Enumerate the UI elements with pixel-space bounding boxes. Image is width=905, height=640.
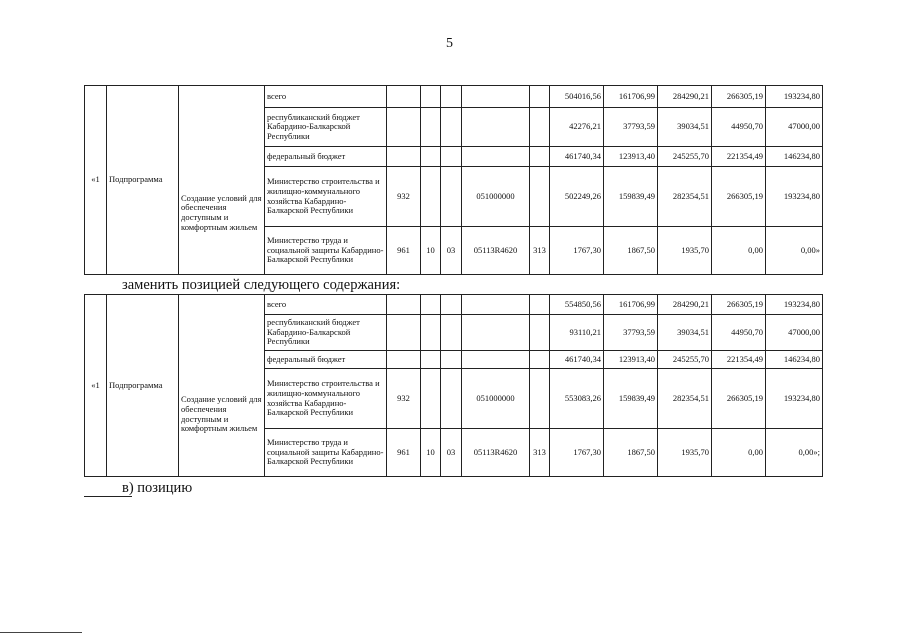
- cell-value: 1935,70: [658, 227, 712, 275]
- cell-grbs: 961: [387, 429, 421, 477]
- cell-value: 37793,59: [604, 315, 658, 351]
- cell-value: 266305,19: [712, 369, 766, 429]
- cell-value: 461740,34: [550, 351, 604, 369]
- row-name: всего: [265, 295, 387, 315]
- cell-value: 245255,70: [658, 147, 712, 167]
- cell-grbs: 932: [387, 369, 421, 429]
- cell-grbs: [387, 315, 421, 351]
- next-item-heading: в) позицию: [122, 480, 193, 496]
- cell-pr: [441, 108, 462, 147]
- cell-grbs: [387, 147, 421, 167]
- cell-value: 502249,26: [550, 167, 604, 227]
- row-name: федеральный бюджет: [265, 147, 387, 167]
- cell-value: 221354,49: [712, 351, 766, 369]
- cell-pr: [441, 315, 462, 351]
- cell-csr: 05113R4620: [462, 429, 530, 477]
- cell-value: 266305,19: [712, 167, 766, 227]
- cell-value: 1767,30: [550, 227, 604, 275]
- row-marker: «1: [85, 86, 107, 275]
- cell-rz: 10: [421, 429, 441, 477]
- cell-value: 504016,56: [550, 86, 604, 108]
- cell-value: 284290,21: [658, 295, 712, 315]
- cell-pr: [441, 86, 462, 108]
- cell-value: 461740,34: [550, 147, 604, 167]
- table-row: [85, 86, 823, 108]
- cell-pr: [441, 351, 462, 369]
- cell-pr: [441, 147, 462, 167]
- table-row: [85, 295, 823, 315]
- cell-pr: 03: [441, 429, 462, 477]
- cell-value: 193234,80: [766, 167, 823, 227]
- replacement-instruction: заменить позицией следующего содержания:: [122, 277, 401, 293]
- cell-csr: [462, 351, 530, 369]
- row-name: Министерство строительства и жилищно-коммунального хозяйства Кабардино-Балкарской Республики: [265, 167, 387, 227]
- cell-rz: [421, 147, 441, 167]
- cell-value: 266305,19: [712, 295, 766, 315]
- cell-grbs: 961: [387, 227, 421, 275]
- program-description: Создание условий для обеспечения доступным и комфортным жильем: [179, 295, 265, 477]
- cell-value: 123913,40: [604, 147, 658, 167]
- page-number: 5: [446, 36, 453, 51]
- cell-grbs: [387, 108, 421, 147]
- row-name: Министерство строительства и жилищно-коммунального хозяйства Кабардино-Балкарской Республики: [265, 369, 387, 429]
- cell-pr: [441, 369, 462, 429]
- cell-grbs: [387, 351, 421, 369]
- cell-value: 37793,59: [604, 108, 658, 147]
- cell-value: 284290,21: [658, 86, 712, 108]
- cell-rz: [421, 108, 441, 147]
- cell-value: 266305,19: [712, 86, 766, 108]
- row-name: республиканский бюджет Кабардино-Балкарской Республики: [265, 315, 387, 351]
- cell-value: 221354,49: [712, 147, 766, 167]
- cell-value: 0,00»;: [766, 429, 823, 477]
- cell-grbs: [387, 295, 421, 315]
- cell-rz: [421, 315, 441, 351]
- cell-vr: [530, 86, 550, 108]
- cell-value: 282354,51: [658, 369, 712, 429]
- footer-rule: [0, 632, 82, 633]
- cell-value: 282354,51: [658, 167, 712, 227]
- cell-value: 0,00»: [766, 227, 823, 275]
- cell-csr: 05113R4620: [462, 227, 530, 275]
- cell-vr: 313: [530, 429, 550, 477]
- row-marker: «1: [85, 295, 107, 477]
- cell-value: 1867,50: [604, 429, 658, 477]
- cell-rz: 10: [421, 227, 441, 275]
- cell-rz: [421, 86, 441, 108]
- cell-vr: [530, 167, 550, 227]
- cell-csr: [462, 86, 530, 108]
- cell-value: 554850,56: [550, 295, 604, 315]
- cell-vr: 313: [530, 227, 550, 275]
- cell-value: 159839,49: [604, 167, 658, 227]
- row-name: федеральный бюджет: [265, 351, 387, 369]
- cell-grbs: [387, 86, 421, 108]
- cell-rz: [421, 369, 441, 429]
- row-name: Министерство труда и социальной защиты Кабардино-Балкарской Республики: [265, 227, 387, 275]
- cell-rz: [421, 167, 441, 227]
- cell-value: 161706,99: [604, 295, 658, 315]
- row-name: Министерство труда и социальной защиты Кабардино-Балкарской Республики: [265, 429, 387, 477]
- program-type: Подпрограмма: [107, 86, 179, 275]
- cell-value: 39034,51: [658, 108, 712, 147]
- cell-csr: [462, 295, 530, 315]
- cell-csr: [462, 108, 530, 147]
- cell-value: 146234,80: [766, 147, 823, 167]
- cell-value: 47000,00: [766, 315, 823, 351]
- cell-csr: [462, 147, 530, 167]
- row-name: республиканский бюджет Кабардино-Балкарской Республики: [265, 108, 387, 147]
- cell-value: 1867,50: [604, 227, 658, 275]
- cell-vr: [530, 369, 550, 429]
- cell-pr: [441, 167, 462, 227]
- cell-csr: 051000000: [462, 167, 530, 227]
- cell-value: 146234,80: [766, 351, 823, 369]
- cell-vr: [530, 351, 550, 369]
- cell-rz: [421, 351, 441, 369]
- cell-grbs: 932: [387, 167, 421, 227]
- cell-value: 245255,70: [658, 351, 712, 369]
- cell-value: 123913,40: [604, 351, 658, 369]
- cell-vr: [530, 295, 550, 315]
- cell-value: 44950,70: [712, 315, 766, 351]
- row-name: всего: [265, 86, 387, 108]
- budget-table-original: [84, 85, 823, 275]
- cell-value: 42276,21: [550, 108, 604, 147]
- cell-value: 159839,49: [604, 369, 658, 429]
- cell-value: 193234,80: [766, 295, 823, 315]
- cell-value: 0,00: [712, 429, 766, 477]
- cell-value: 47000,00: [766, 108, 823, 147]
- cell-value: 1767,30: [550, 429, 604, 477]
- cell-value: 44950,70: [712, 108, 766, 147]
- cell-value: 0,00: [712, 227, 766, 275]
- cell-value: 161706,99: [604, 86, 658, 108]
- cell-csr: 051000000: [462, 369, 530, 429]
- cell-value: 193234,80: [766, 369, 823, 429]
- cell-value: 553083,26: [550, 369, 604, 429]
- cell-pr: [441, 295, 462, 315]
- cell-vr: [530, 108, 550, 147]
- cell-pr: 03: [441, 227, 462, 275]
- cell-vr: [530, 147, 550, 167]
- cell-value: 1935,70: [658, 429, 712, 477]
- budget-table-replacement: [84, 294, 823, 477]
- cell-vr: [530, 315, 550, 351]
- cell-value: 193234,80: [766, 86, 823, 108]
- program-type: Подпрограмма: [107, 295, 179, 477]
- program-description: Создание условий для обеспечения доступным и комфортным жильем: [179, 86, 265, 275]
- cell-rz: [421, 295, 441, 315]
- cell-value: 39034,51: [658, 315, 712, 351]
- cell-value: 93110,21: [550, 315, 604, 351]
- cell-csr: [462, 315, 530, 351]
